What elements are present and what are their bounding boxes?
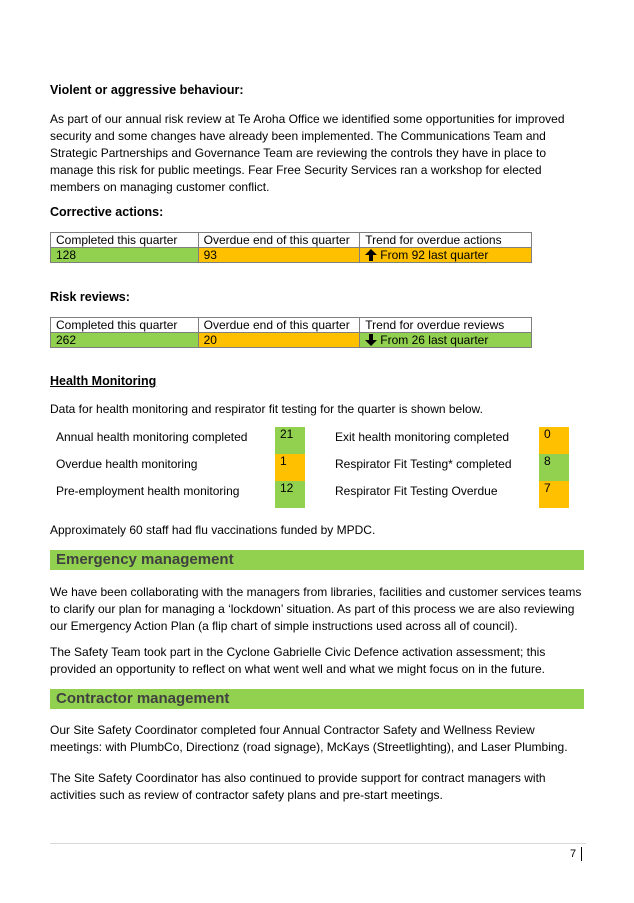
hm-value-exit: 0 <box>539 427 569 454</box>
contractor-line: Our Site Safety Coordinator completed four Annual Contractor Safety and Wellness Review <box>50 723 535 737</box>
hm-value-fit-overdue: 7 <box>539 481 569 508</box>
corrective-overdue: 93 <box>198 248 360 263</box>
table-header: Trend for overdue reviews <box>360 318 532 333</box>
corrective-trend-cell <box>360 248 532 263</box>
reviews-table <box>50 317 532 348</box>
violent-line: Strategic Partnerships and Governance Team are reviewing the controls they have in place to <box>50 146 547 160</box>
reviews-trend-cell <box>360 333 532 348</box>
section-header-emergency: Emergency management <box>50 550 584 570</box>
hm-label-fit-overdue: Respirator Fit Testing Overdue <box>335 484 498 498</box>
flu-note: Approximately 60 staff had flu vaccinations funded by MPDC. <box>50 523 376 537</box>
hm-label-overdue: Overdue health monitoring <box>56 457 198 471</box>
reviews-completed: 262 <box>51 333 199 348</box>
table-row <box>51 233 532 248</box>
health-intro: Data for health monitoring and respirator fit testing for the quarter is shown below. <box>50 402 483 416</box>
table-row <box>51 318 532 333</box>
hm-value-pre-employment: 12 <box>275 481 305 508</box>
contractor-paragraph-1 <box>50 722 586 756</box>
emergency-paragraph-2 <box>50 644 586 678</box>
hm-value-annual: 21 <box>275 427 305 454</box>
hm-label-exit: Exit health monitoring completed <box>335 430 510 444</box>
reviews-overdue: 20 <box>198 333 360 348</box>
emergency-line: The Safety Team took part in the Cyclone Gabrielle Civic Defence activation assessment; this <box>50 645 546 659</box>
hm-value-overdue: 1 <box>275 454 305 481</box>
corrective-table <box>50 232 532 263</box>
emergency-line: to clarify our plan for managing a ‘lockdown’ situation. As part of this process we are also reviewing <box>50 602 575 616</box>
contractor-paragraph-2 <box>50 770 586 804</box>
violent-line: members on managing customer conflict. <box>50 180 270 194</box>
health-heading: Health Monitoring <box>50 374 157 388</box>
reviews-heading: Risk reviews: <box>50 290 130 304</box>
corrective-trend: From 92 last quarter <box>380 248 489 262</box>
contractor-line: activities such as review of contractor safety plans and pre-start meetings. <box>50 788 443 802</box>
contractor-line: The Site Safety Coordinator has also continued to provide support for contract managers with <box>50 771 546 785</box>
table-header: Completed this quarter <box>51 318 199 333</box>
hm-label-fit-completed: Respirator Fit Testing* completed <box>335 457 512 471</box>
hm-label-pre-employment: Pre-employment health monitoring <box>56 484 240 498</box>
contractor-line: meetings: with PlumbCo, Directionz (road signage), McKays (Streetlighting), and Laser Plumbing. <box>50 740 568 754</box>
violent-paragraph <box>50 111 586 196</box>
emergency-paragraph-1 <box>50 584 586 635</box>
emergency-line: provided an opportunity to reflect on what went well and what we might focus on in the future. <box>50 662 545 676</box>
corrective-heading: Corrective actions: <box>50 205 164 219</box>
table-header: Overdue end of this quarter <box>198 233 360 248</box>
corrective-completed: 128 <box>51 248 199 263</box>
violent-heading: Violent or aggressive behaviour: <box>50 83 244 97</box>
reviews-trend: From 26 last quarter <box>380 333 489 347</box>
arrow-down-icon <box>365 334 377 346</box>
section-header-contractor: Contractor management <box>50 689 584 709</box>
violent-line: As part of our annual risk review at Te Aroha Office we identified some opportunities for improved <box>50 112 565 126</box>
page-number: 7 <box>570 848 577 860</box>
hm-label-annual: Annual health monitoring completed <box>56 430 248 444</box>
violent-line: manage this risk for public meetings. Fear Free Security Services ran a workshop for elected <box>50 163 542 177</box>
table-header: Completed this quarter <box>51 233 199 248</box>
table-row <box>51 333 532 348</box>
emergency-line: We have been collaborating with the managers from libraries, facilities and customer services teams <box>50 585 582 599</box>
hm-value-fit-completed: 8 <box>539 454 569 481</box>
table-row <box>51 248 532 263</box>
table-header: Overdue end of this quarter <box>198 318 360 333</box>
footer-divider <box>50 843 586 844</box>
page-number-divider <box>581 847 582 861</box>
violent-line: security and some changes have already been implemented. The Communications Team and <box>50 129 546 143</box>
arrow-up-icon <box>365 249 377 261</box>
table-header: Trend for overdue actions <box>360 233 532 248</box>
emergency-line: our Emergency Action Plan (a flip chart of simple instructions used across all of council). <box>50 619 518 633</box>
